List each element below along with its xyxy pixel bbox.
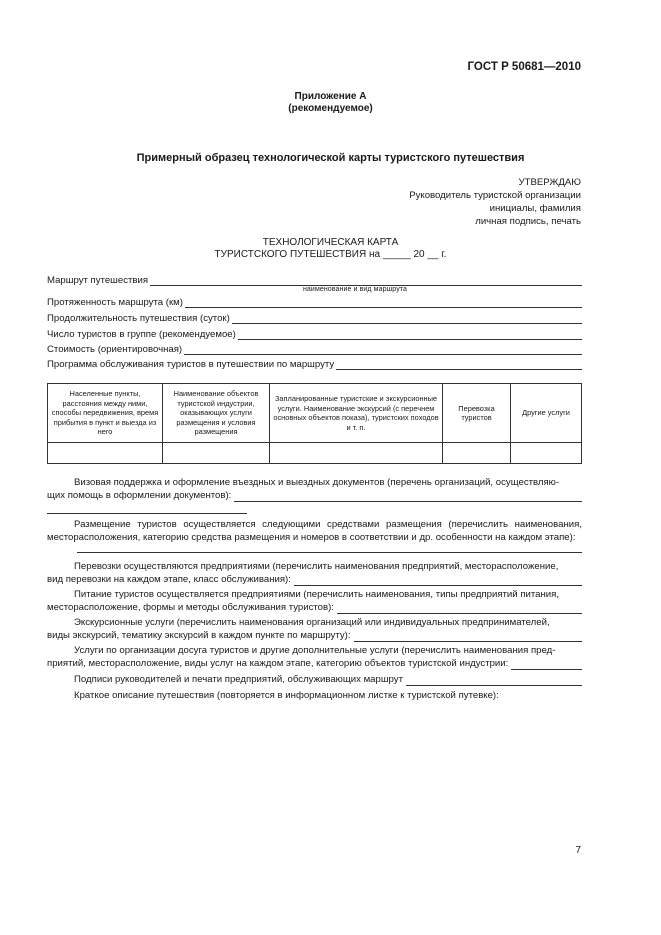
table-header-cell: Запланированные туристские и экскурсионные услуги. Наименование экскурсий (с перечнем основных объектов показа), туристских походов и т. п. — [270, 384, 443, 443]
description-label: Краткое описание путешествия (повторяется в информационном листке к туристской путевке): — [74, 690, 499, 701]
leisure-line[interactable] — [511, 659, 582, 670]
visa-line-2[interactable] — [47, 489, 582, 502]
leisure-label: приятий, месторасположение, виды услуг на каждом этапе, категорию объектов туристской индустрии: — [47, 658, 509, 669]
duration-line[interactable] — [232, 313, 582, 324]
length-label: Протяженность маршрута (км) — [47, 297, 183, 308]
tourists-field[interactable] — [47, 327, 582, 340]
card-title: ТЕХНОЛОГИЧЕСКАЯ КАРТА — [262, 237, 399, 248]
table-header-cell: Населенные пункты, расстояния между ними, способы передвижения, время прибытия в пункт и выезда из него — [48, 384, 163, 443]
duration-field[interactable] — [47, 311, 582, 324]
cost-label: Стоимость (ориентировочная) — [47, 344, 183, 355]
visa-extra-line[interactable] — [47, 503, 247, 514]
visa-line[interactable] — [234, 491, 582, 502]
table-row[interactable] — [48, 443, 582, 464]
approval-name: инициалы, фамилия — [489, 203, 581, 214]
signatures-paragraph — [47, 673, 582, 686]
signatures-row[interactable] — [47, 673, 582, 686]
transport-line[interactable] — [294, 575, 582, 586]
table-cell[interactable] — [511, 443, 582, 464]
visa-label: щих помощь в оформлении документов): — [47, 490, 232, 501]
approval-label: УТВЕРЖДАЮ — [518, 177, 581, 188]
leisure-line-2[interactable] — [47, 657, 582, 670]
description-paragraph — [47, 689, 582, 702]
food-line-2[interactable] — [47, 601, 582, 614]
tourists-label: Число туристов в группе (рекомендуемое) — [47, 329, 236, 340]
food-label: месторасположение, формы и методы обслуживания туристов): — [47, 602, 334, 613]
transport-label: вид перевозки на каждом этапе, класс обслуживания): — [47, 574, 291, 585]
service-table — [47, 383, 582, 464]
card-subtitle: ТУРИСТСКОГО ПУТЕШЕСТВИЯ на _____ 20 __ г. — [214, 249, 447, 260]
table-header-row — [48, 384, 582, 443]
signatures-label: Подписи руководителей и печати предприятий, обслуживающих маршрут — [74, 674, 403, 685]
table-header-cell: Другие услуги — [511, 384, 582, 443]
visa-paragraph — [47, 476, 582, 502]
table-header-cell: Перевозка туристов — [443, 384, 511, 443]
food-line[interactable] — [337, 603, 582, 614]
table-header-cell: Наименование объектов туристской индустрии, оказывающих услуги размещения и условия размещения — [163, 384, 270, 443]
length-field[interactable] — [47, 295, 582, 308]
approval-signature: личная подпись, печать — [475, 216, 581, 227]
signatures-line[interactable] — [406, 675, 582, 686]
program-field[interactable] — [47, 357, 582, 370]
food-line-1: Питание туристов осуществляется предприятиями (перечислить наименования, типы предприятий питания, — [74, 589, 560, 600]
document-title: Примерный образец технологической карты туристского путешествия — [136, 152, 525, 164]
cost-field[interactable] — [47, 342, 582, 355]
leisure-paragraph — [47, 644, 582, 670]
leisure-line-1: Услуги по организации досуга туристов и другие дополнительные услуги (перечислить наименования пред- — [74, 645, 556, 656]
accommodation-paragraph — [47, 518, 582, 544]
accommodation-text: Размещение туристов осуществляется следующими средствами размещения (перечислить наименования, месторасположения, категорию средства размещения и номеров в соответствии и др. особенности на каждом этапе): — [47, 519, 582, 543]
excursion-line-1: Экскурсионные услуги (перечислить наименования организаций или индивидуальных предпринимателей, — [74, 617, 550, 628]
page-number: 7 — [575, 845, 581, 856]
route-line[interactable] — [150, 275, 582, 286]
route-hint: наименование и вид маршрута — [302, 286, 408, 293]
cost-line[interactable] — [184, 344, 582, 355]
program-label: Программа обслуживания туристов в путешествии по маршруту — [47, 359, 335, 370]
excursion-line[interactable] — [354, 631, 582, 642]
appendix-heading: Приложение А — [294, 91, 367, 102]
table-cell[interactable] — [443, 443, 511, 464]
duration-label: Продолжительность путешествия (суток) — [47, 313, 230, 324]
length-line[interactable] — [185, 297, 582, 308]
appendix-note: (рекомендуемое) — [288, 103, 373, 114]
excursion-label: виды экскурсий, тематику экскурсий в каждом пункте по маршруту): — [47, 630, 351, 641]
program-line[interactable] — [336, 359, 582, 370]
table-cell[interactable] — [48, 443, 163, 464]
accommodation-line[interactable] — [77, 542, 582, 553]
visa-line-1: Визовая поддержка и оформление въездных и выездных документов (перечень организаций, осуществляю- — [74, 477, 560, 488]
excursion-line-2[interactable] — [47, 629, 582, 642]
transport-paragraph — [47, 560, 582, 586]
tourists-line[interactable] — [238, 329, 582, 340]
table-cell[interactable] — [163, 443, 270, 464]
route-field[interactable] — [47, 273, 582, 286]
standard-number: ГОСТ Р 50681—2010 — [467, 61, 581, 73]
transport-line-2[interactable] — [47, 573, 582, 586]
excursion-paragraph — [47, 616, 582, 642]
food-paragraph — [47, 588, 582, 614]
route-label: Маршрут путешествия — [47, 275, 149, 286]
transport-line-1: Перевозки осуществляются предприятиями (перечислить наименования предприятий, месторасположение, — [74, 561, 559, 572]
table-cell[interactable] — [270, 443, 443, 464]
approval-role: Руководитель туристской организации — [409, 190, 581, 201]
accommodation-row[interactable] — [47, 518, 582, 544]
